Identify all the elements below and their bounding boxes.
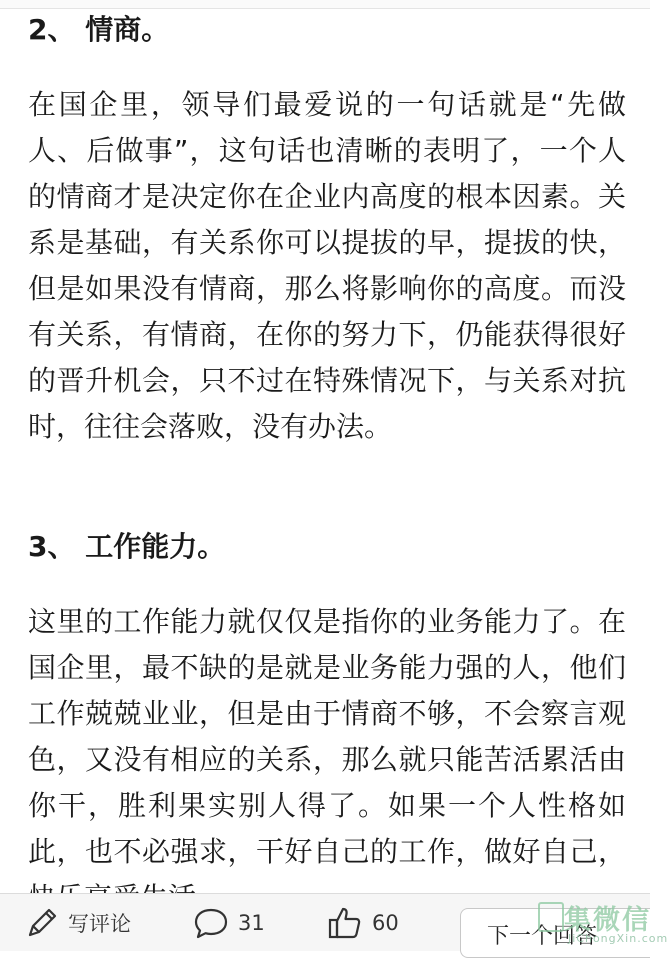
section-heading-emotional-intelligence: 2、 情商。 — [28, 13, 170, 46]
comment-count: 31 — [238, 910, 265, 935]
like-count: 60 — [372, 910, 399, 935]
speech-bubble-icon — [192, 905, 230, 941]
article-body — [28, 0, 628, 893]
section-paragraph-work-ability: 这里的工作能力就仅仅是指你的业务能力了。在国企里，最不缺的是就是业务能力强的人，他们工作兢兢业业，但是由于情商不够，不会察言观色，又没有相应的关系，那么就只能苦活累活由你干，胜利果实别人得了。如果一个人性格如此，也不必强求，干好自己的工作，做好自己， — [28, 605, 626, 868]
write-comment-button[interactable] — [24, 894, 131, 951]
write-comment-label: 写评论 — [68, 911, 131, 936]
pencil-icon — [24, 905, 60, 941]
comments-button[interactable] — [192, 894, 265, 951]
watermark-subtitle: JiChongXin.com — [568, 932, 668, 945]
watermark-title: 集微信 — [564, 905, 651, 936]
next-answer-button[interactable]: 下一个回答 — [460, 908, 650, 958]
section-heading-work-ability: 3、 工作能力。 — [28, 530, 226, 563]
section-paragraph-emotional-intelligence: 在国企里，领导们最爱说的一句话就是“先做人、后做事”，这句话也清晰的表明了，一个人的情商才是决定你在企业内高度的根本因素。关系是基础，有关系你可以提拔的早，提拔的快，但是如果没有情商，那么将影响你的高度。而没有关系，有情商，在你的努力下，仍能获得很好的晋升机会，只不过在特殊情况下，与关系对抗时，往往会落败，没有办法。 — [28, 88, 626, 443]
bottom-action-bar — [0, 893, 650, 951]
like-button[interactable] — [326, 894, 399, 951]
thumbs-up-icon — [326, 904, 364, 942]
